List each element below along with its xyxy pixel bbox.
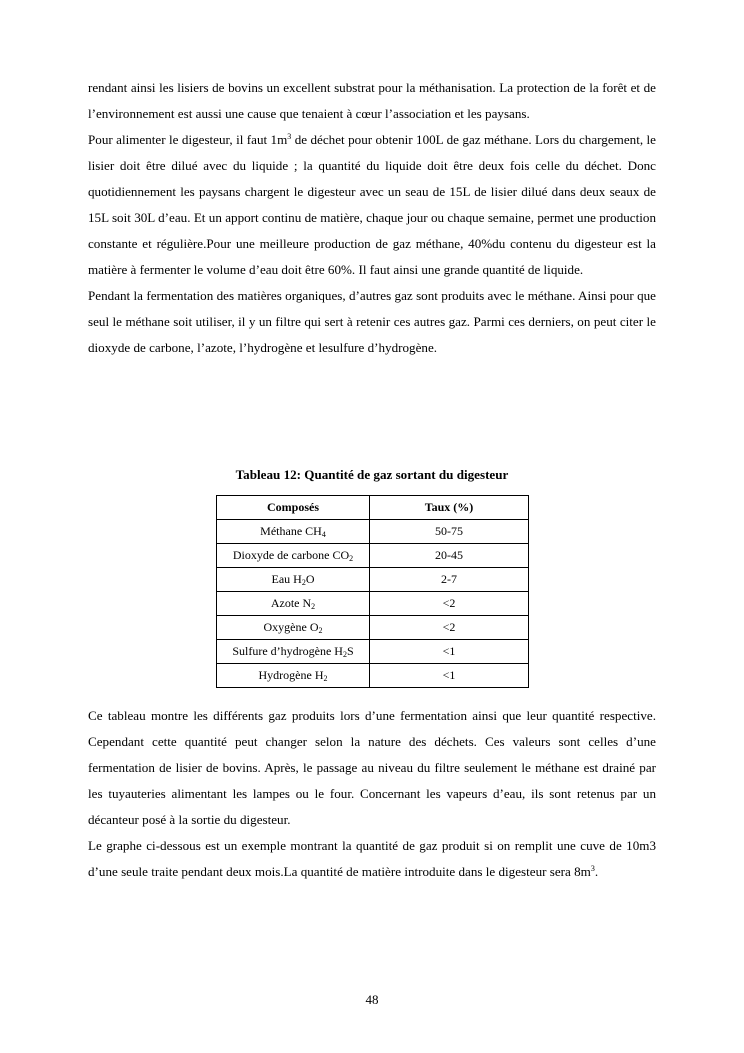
compound-name: Méthane CH	[260, 524, 322, 538]
compound-name: Dioxyde de carbone CO	[232, 548, 350, 562]
rate-cell: <2	[370, 592, 529, 616]
rate-cell: <2	[370, 616, 529, 640]
paragraph-table-comment: Ce tableau montre les différents gaz produits lors d’une fermentation ainsi que leur quantité respective. Cependant cette quantité peut changer selon la nature des déchets. Ces valeurs sont celles d’une fermentation de lisier de bovins. Après, le passage au niveau du filtre seulement le méthane est drainé par les tuyauteries alimentant les lampes ou le four. Concernant les vapeurs d’eau, ils sont retenus par un décanteur posé à la sortie du digesteur.	[88, 708, 656, 827]
column-header-compounds: Composés	[217, 496, 370, 520]
text-run: Pour alimenter le digesteur, il faut 1m	[88, 132, 288, 147]
table-row	[217, 640, 529, 664]
table-row	[217, 568, 529, 592]
body-text-bottom	[88, 703, 656, 885]
compound-cell	[217, 616, 370, 640]
superscript: 3	[590, 864, 595, 873]
superscript: 3	[287, 132, 292, 141]
subscript: 2	[301, 578, 306, 587]
compound-name: Hydrogène H	[258, 668, 324, 682]
table-row	[217, 592, 529, 616]
compound-name: Azote N	[270, 596, 312, 610]
text-run: .	[594, 864, 599, 879]
compound-name: Eau H	[271, 572, 302, 586]
rate-cell: <1	[370, 640, 529, 664]
subscript: 4	[321, 530, 326, 539]
page-number: 48	[365, 992, 379, 1007]
compound-cell	[217, 664, 370, 688]
compound-cell	[217, 640, 370, 664]
table-row	[217, 520, 529, 544]
compound-cell	[217, 592, 370, 616]
gas-table	[216, 495, 529, 688]
table-row	[217, 616, 529, 640]
compound-cell	[217, 544, 370, 568]
table-row	[217, 664, 529, 688]
subscript: 2	[318, 626, 323, 635]
paragraph-digester-feeding	[88, 127, 656, 283]
paragraph-graph-intro	[88, 833, 656, 885]
compound-name-suffix: O	[305, 572, 315, 586]
text-run: de déchet pour obtenir 100L de gaz méthane. Lors du chargement, le lisier doit être dilué avec du liquide ; la quantité du liquide doit être deux fois celle du déchet. Donc quotidiennement les paysans chargent le digesteur avec un seau de 15L de lisier dilué dans deux seaux de 15L soit 30L d’eau. Et un apport continu de matière, chaque jour ou chaque semaine, permet une production constante et régulière.Pour une meilleure production de gaz méthane, 40%du contenu du digesteur est la matière à fermenter le volume d’eau doit être 60%. Il faut ainsi une grande quantité de liquide.	[88, 132, 656, 277]
rate-cell: 20-45	[370, 544, 529, 568]
paragraph-fermentation-gases: Pendant la fermentation des matières organiques, d’autres gaz sont produits avec le méthane. Ainsi pour que seul le méthane soit utiliser, il y un filtre qui sert à retenir ces autres gaz. Parmi ces derniers, on peut citer le dioxyde de carbone, l’azote, l’hydrogène et lesulfure d’hydrogène.	[88, 288, 656, 355]
compound-name-suffix: S	[346, 644, 354, 658]
compound-name: Sulfure d’hydrogène H	[232, 644, 343, 658]
subscript: 2	[342, 650, 347, 659]
column-header-rate: Taux (%)	[370, 496, 529, 520]
table-row	[217, 544, 529, 568]
compound-cell	[217, 568, 370, 592]
subscript: 2	[349, 554, 354, 563]
rate-cell: 50-75	[370, 520, 529, 544]
table-header-row	[217, 496, 529, 520]
subscript: 2	[311, 602, 316, 611]
rate-cell: 2-7	[370, 568, 529, 592]
compound-name: Oxygène O	[263, 620, 319, 634]
text-run: Le graphe ci-dessous est un exemple montrant la quantité de gaz produit si on remplit une cuve de 10m3 d’une seule traite pendant deux mois.La quantité de matière introduite dans le digesteur sera 8m	[88, 838, 656, 879]
subscript: 2	[323, 674, 328, 683]
rate-cell: <1	[370, 664, 529, 688]
compound-cell	[217, 520, 370, 544]
table-caption: Tableau 12: Quantité de gaz sortant du digesteur	[235, 467, 509, 482]
body-text-top	[88, 75, 656, 361]
paragraph-substrate: rendant ainsi les lisiers de bovins un excellent substrat pour la méthanisation. La protection de la forêt et de l’environnement est aussi une cause que tenaient à cœur l’association et les paysans.	[88, 80, 656, 121]
